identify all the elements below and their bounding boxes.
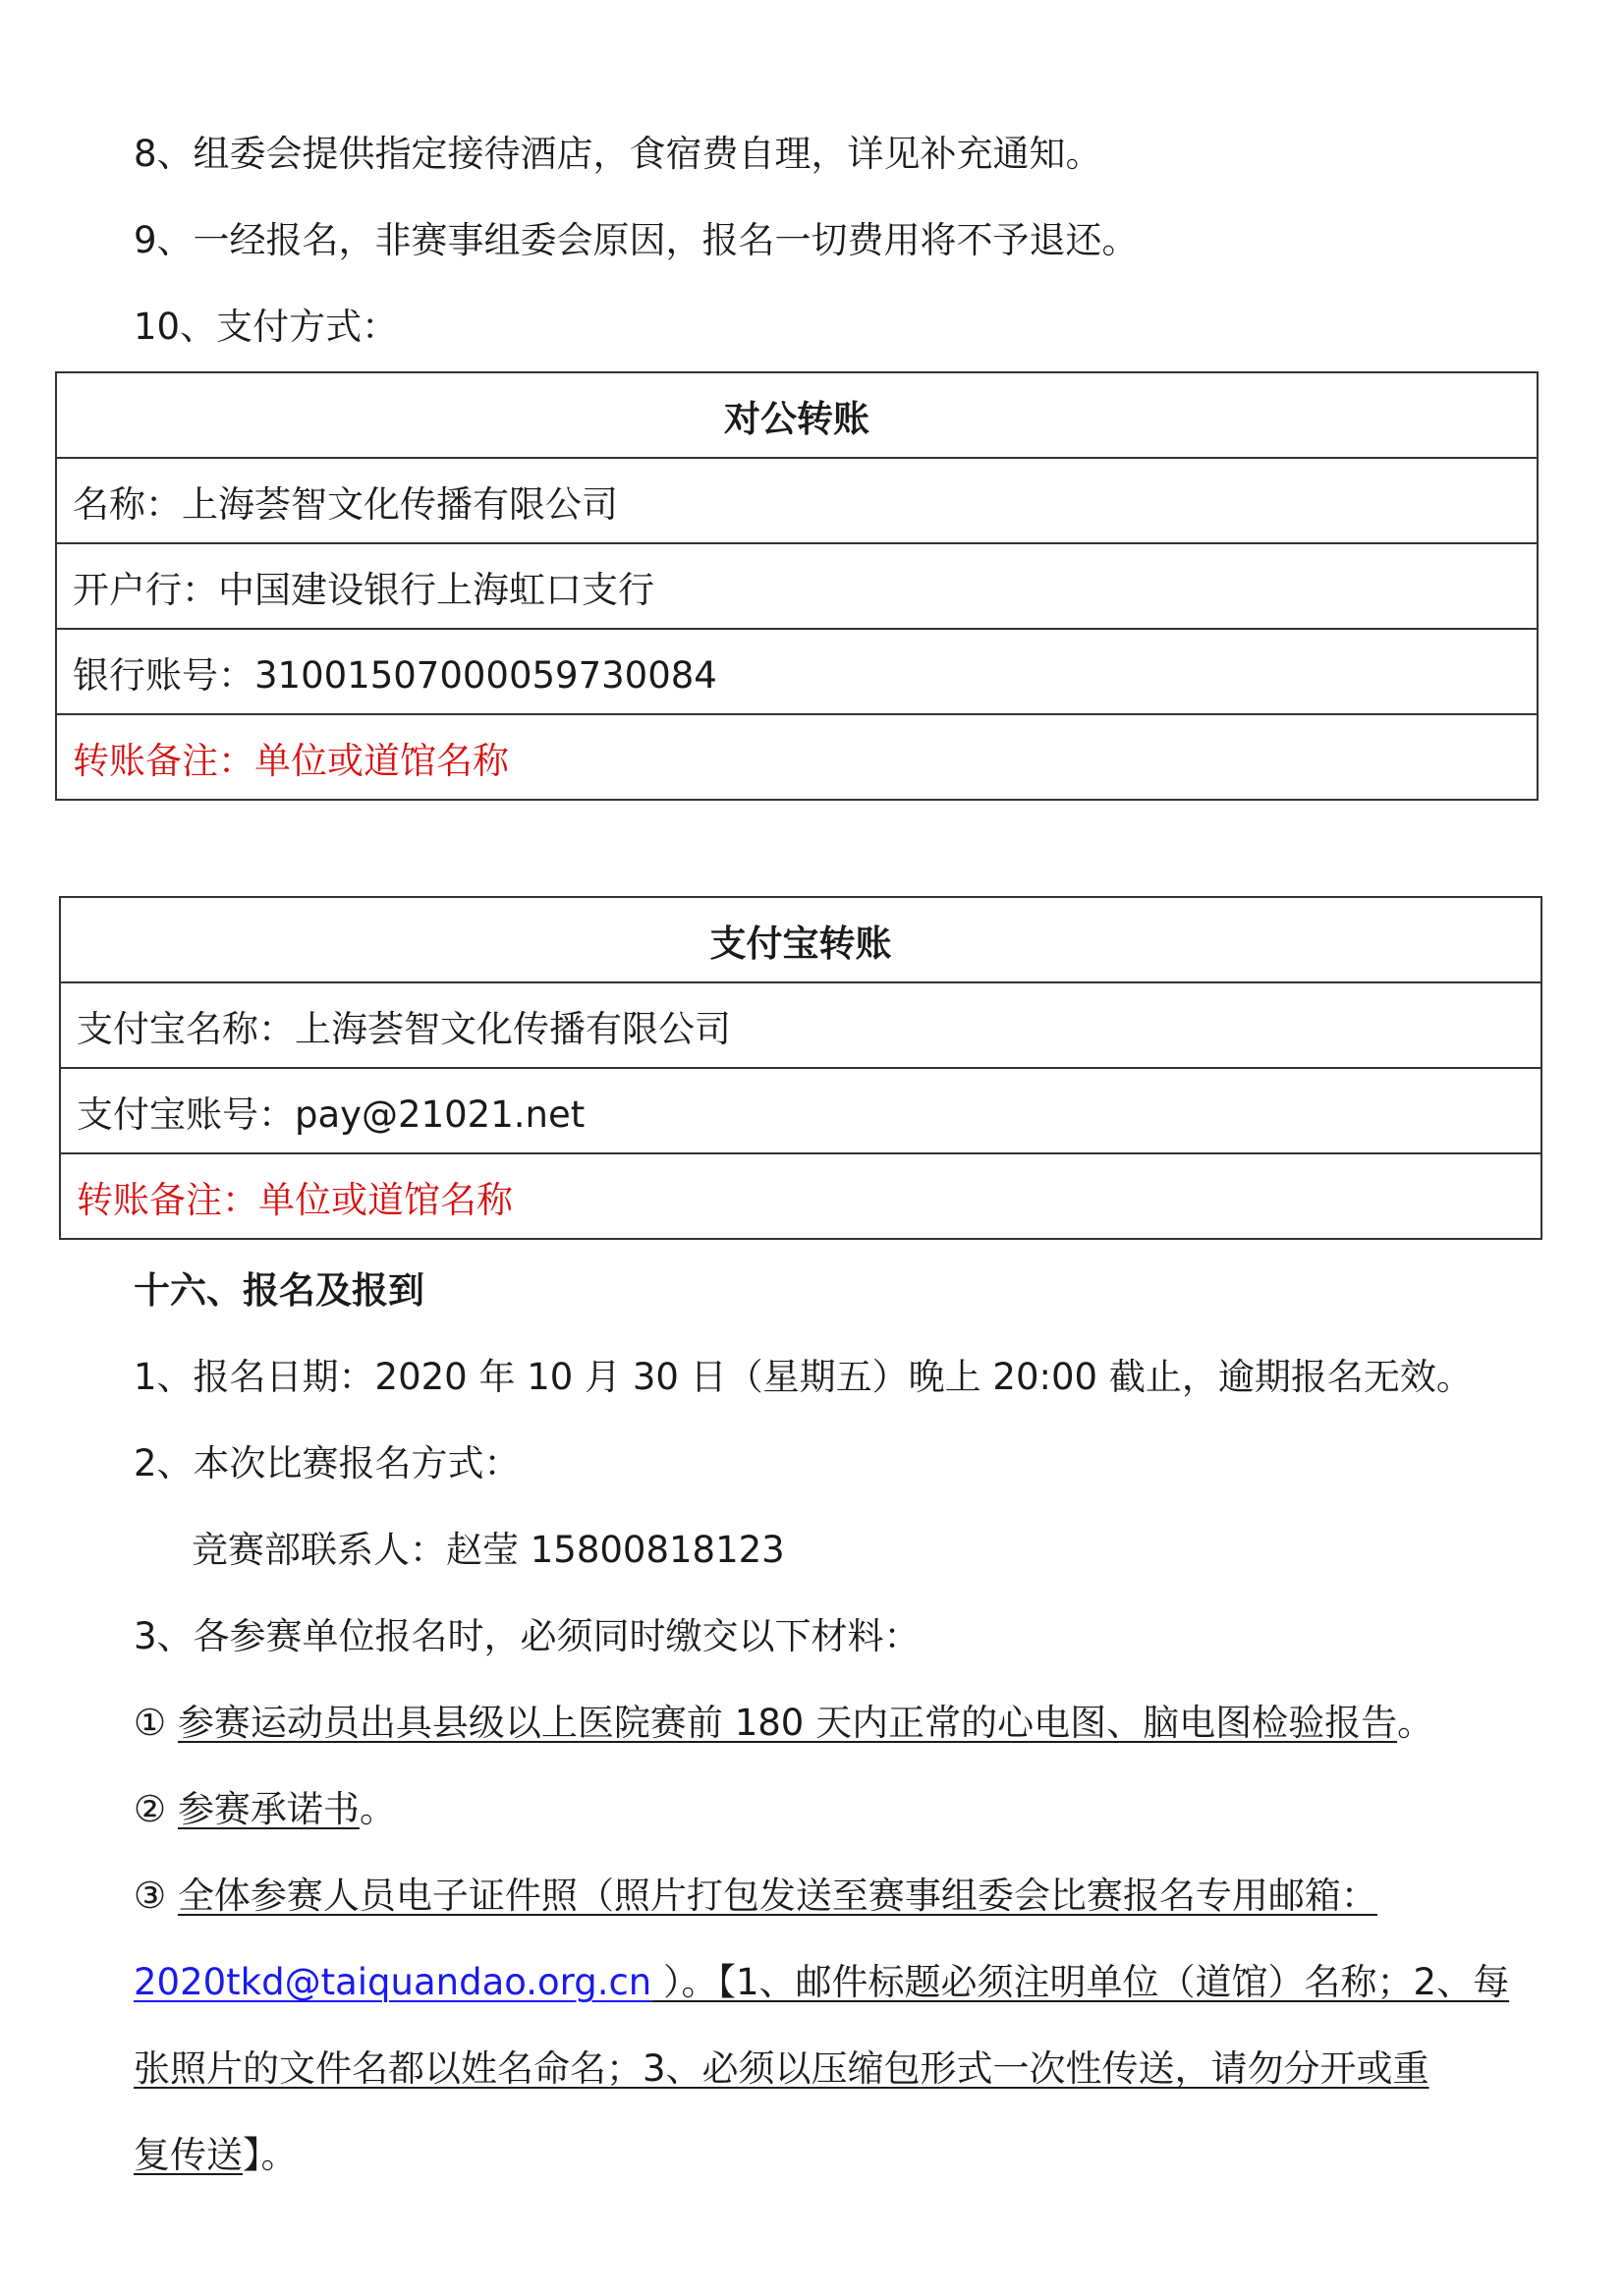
material-1-text: 参赛运动员出具县级以上医院赛前 180 天内正常的心电图、脑电图检验报告 <box>177 1702 1398 1744</box>
material-2-end: 。 <box>359 1788 396 1830</box>
material-3-line-2-text: ）。【1、邮件标题必须注明单位（道馆）名称；2、每 <box>651 1961 1510 2003</box>
material-3-line-4 <box>134 2131 298 2180</box>
bank-transfer-table <box>55 371 1539 801</box>
material-3-line-4-text: 复传送 <box>134 2134 243 2176</box>
material-3-line-4-end: 】。 <box>243 2134 298 2176</box>
material-1-number: ① <box>134 1702 167 1744</box>
material-2-text: 参赛承诺书 <box>177 1788 360 1830</box>
alipay-transfer-table <box>59 896 1542 1240</box>
alipay-company-name: 支付宝名称：上海荟智文化传播有限公司 <box>60 982 1541 1068</box>
material-3-line-3 <box>134 2044 1429 2094</box>
material-3-number: ③ <box>134 1875 167 1917</box>
material-1-end: 。 <box>1397 1702 1434 1744</box>
material-2-number: ② <box>134 1788 167 1830</box>
alipay-transfer-note: 转账备注：单位或道馆名称 <box>60 1153 1541 1239</box>
registration-method: 2、本次比赛报名方式： <box>134 1442 521 1484</box>
item-8: 8、组委会提供指定接待酒店，食宿费自理，详见补充通知。 <box>134 133 1102 175</box>
contact-person: 竞赛部联系人：赵莹 15800818123 <box>192 1529 785 1571</box>
bank-transfer-note: 转账备注：单位或道馆名称 <box>56 714 1538 800</box>
item-10: 10、支付方式： <box>134 306 399 348</box>
bank-transfer-title: 对公转账 <box>56 372 1538 458</box>
alipay-transfer-title: 支付宝转账 <box>60 897 1541 982</box>
material-2 <box>134 1785 396 1834</box>
alipay-account: 支付宝账号：pay@21021.net <box>60 1068 1541 1153</box>
material-1 <box>134 1699 1433 1748</box>
material-3-line-2 <box>134 1958 1509 2007</box>
bank-company-name: 名称：上海荟智文化传播有限公司 <box>56 458 1538 543</box>
item-9: 9、一经报名，非赛事组委会原因，报名一切费用将不予退还。 <box>134 219 1139 261</box>
material-3 <box>134 1872 1377 1921</box>
material-3-line-1: 全体参赛人员电子证件照（照片打包发送至赛事组委会比赛报名专用邮箱： <box>177 1875 1377 1917</box>
bank-account-number: 银行账号：31001507000059730084 <box>56 629 1538 714</box>
registration-deadline: 1、报名日期：2020 年 10 月 30 日（星期五）晚上 20:00 截止，逾期报名无效。 <box>134 1356 1473 1398</box>
registration-email-link[interactable]: 2020tkd@taiquandao.org.cn <box>134 1961 652 2003</box>
material-3-line-3-text: 张照片的文件名都以姓名命名；3、必须以压缩包形式一次性传送，请勿分开或重 <box>134 2047 1429 2090</box>
section-heading: 十六、报名及报到 <box>134 1269 424 1312</box>
materials-intro: 3、各参赛单位报名时，必须同时缴交以下材料： <box>134 1615 921 1657</box>
bank-branch: 开户行：中国建设银行上海虹口支行 <box>56 543 1538 629</box>
